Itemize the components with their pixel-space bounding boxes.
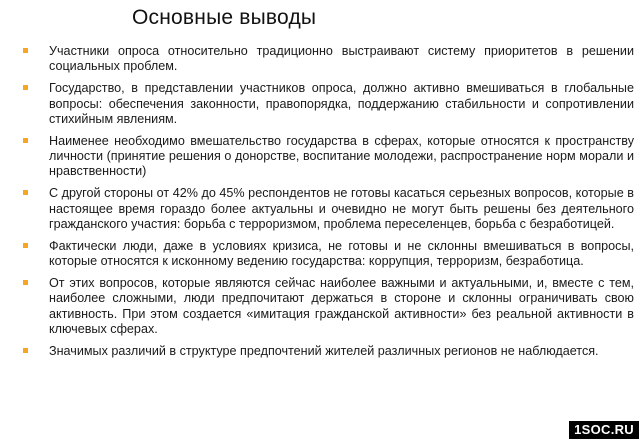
list-item xyxy=(18,344,634,359)
list-item-text: От этих вопросов, которые являются сейчас наиболее важными и актуальными, и, вместе с тем, наиболее сложными, люди предпочитают держаться в стороне и склонны ограничивать свою активность. При этом создается «имитация гражданской активности» без реальной активности в ключевых сферах. xyxy=(49,275,634,336)
square-bullet-icon xyxy=(23,85,28,90)
list-item-text: Значимых различий в структуре предпочтений жителей различных регионов не наблюдается. xyxy=(49,343,599,358)
list-item xyxy=(18,186,634,232)
page-title: Основные выводы xyxy=(132,6,317,29)
square-bullet-icon xyxy=(23,243,28,248)
list-item-text: Участники опроса относительно традиционно выстраивают систему приоритетов в решении социальных проблем. xyxy=(49,44,634,74)
site-watermark: 1SOC.RU xyxy=(569,421,639,439)
square-bullet-icon xyxy=(23,190,28,195)
square-bullet-icon xyxy=(23,48,28,53)
list-item-text: С другой стороны от 42% до 45% респондентов не готовы касаться серьезных вопросов, которые в настоящее время гораздо более актуальны и очевидно не могут быть решены без деятельного гражданского участия: борьба с терроризмом, проблема переселенцев, борьба с безработицей. xyxy=(49,186,634,231)
list-item-text: Наименее необходимо вмешательство государства в сферах, которые относятся к пространству личности (принятие решения о донорстве, воспитание молодежи, распространение норм морали и нравственности) xyxy=(49,133,634,179)
list-item xyxy=(18,276,634,338)
list-item xyxy=(18,134,634,180)
list-item xyxy=(18,44,634,75)
square-bullet-icon xyxy=(23,348,28,353)
list-item-text: Государство, в представлении участников опроса, должно активно вмешиваться в глобальные вопросы: обеспечения законности, правопорядка, поддержанию стабильности и сопротивлении стихийным явлениям. xyxy=(49,81,634,126)
list-item-text: Фактически люди, даже в условиях кризиса, не готовы и не склонны вмешиваться в вопросы, которые относятся к исконному ведению государства: коррупция, терроризм, безработица. xyxy=(49,238,634,269)
conclusions-list xyxy=(18,44,634,365)
list-item xyxy=(18,239,634,270)
list-item xyxy=(18,81,634,127)
square-bullet-icon xyxy=(23,280,28,285)
square-bullet-icon xyxy=(23,138,28,143)
